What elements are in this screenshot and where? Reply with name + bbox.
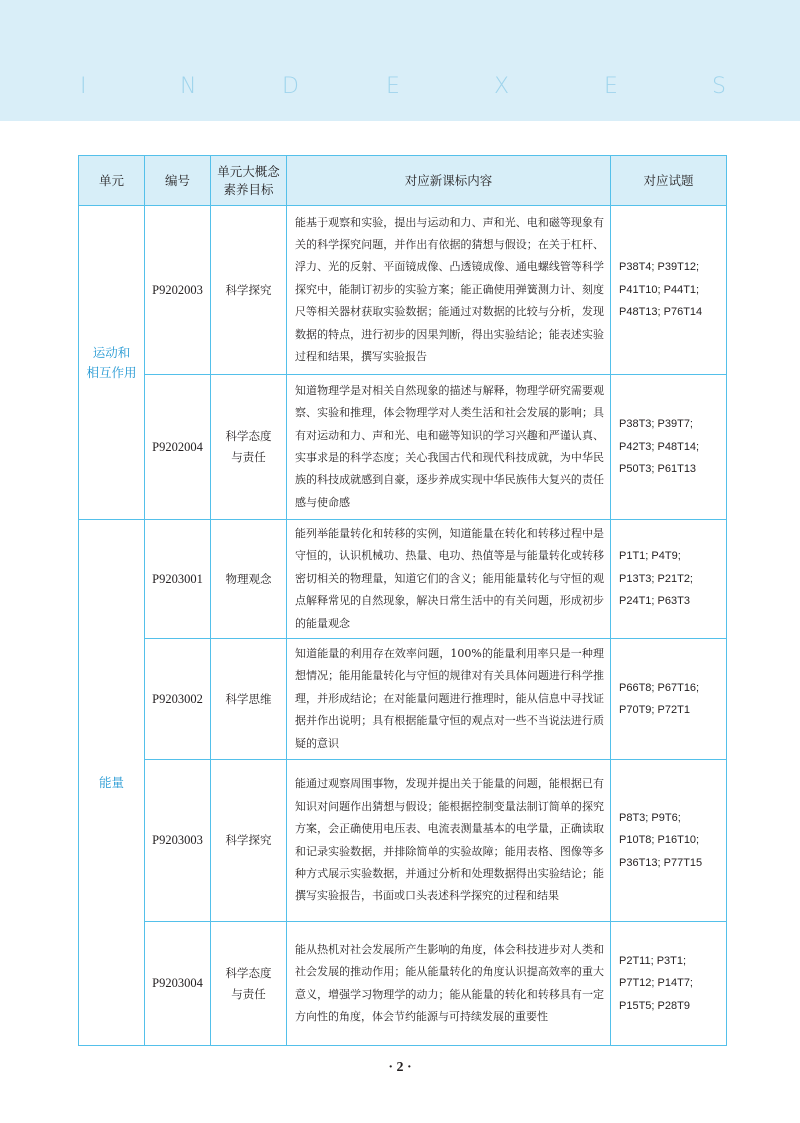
item-line: P7T12; P14T7; (619, 977, 693, 990)
item-line: P42T3; P48T14; (619, 440, 700, 453)
items-cell (611, 520, 727, 639)
content-cell: 知道物理学是对相关自然现象的描述与解释，物理学研究需要观察、实验和推理，体会物理学对人类生活和社会发展的影响；具有对运动和力、声和光、电和磁等知识的学习兴趣和严谨认真、实事求是的科学态度；关心我国古代和现代科技成就，为中华民族的科技成就感到自豪，逐步养成实现中华民族伟大复兴的责任感与使命感 (287, 375, 611, 520)
code-cell: P9203002 (145, 639, 211, 760)
unit-line2: 相互作用 (86, 364, 137, 380)
goal-line1: 科学思维 (225, 691, 272, 706)
indexes-watermark (0, 74, 800, 106)
header-code: 编号 (145, 156, 211, 206)
item-line: P38T3; P39T7; (619, 418, 693, 431)
goal-cell (211, 760, 287, 922)
goal-line1: 科学探究 (225, 833, 272, 848)
table-row (79, 922, 727, 1046)
goal-cell (211, 206, 287, 375)
item-line: P70T9; P72T1 (619, 704, 690, 717)
items-cell (611, 760, 727, 922)
goal-cell (211, 639, 287, 760)
goal-line1: 科学态度 (225, 429, 272, 443)
table-header-row (79, 156, 727, 206)
header-banner (0, 0, 800, 121)
item-line: P2T11; P3T1; (619, 954, 687, 967)
unit-line1: 能量 (98, 774, 124, 790)
code-cell: P9202003 (145, 206, 211, 375)
item-line: P24T1; P63T3 (619, 595, 690, 608)
goal-line1: 物理观念 (225, 571, 272, 586)
items-cell (611, 206, 727, 375)
content-cell: 能通过观察周围事物，发现并提出关于能量的问题，能根据已有知识对问题作出猜想与假设；能根据控制变量法制订简单的探究方案，会正确使用电压表、电流表测量基本的电学量，正确读取和记录实验数据，并排除简单的实验故障；能用表格、图像等多种方式展示实验数据，并通过分析和处理数据得出实验结论；能撰写实验报告，书面或口头表述科学探究的过程和结果 (287, 760, 611, 922)
header-content: 对应新课标内容 (287, 156, 611, 206)
table-row (79, 760, 727, 922)
item-line: P38T4; P39T12; (619, 261, 700, 274)
banner-letter: I (80, 74, 87, 99)
code-cell: P9203003 (145, 760, 211, 922)
goal-line2: 与责任 (231, 450, 266, 464)
items-cell (611, 639, 727, 760)
header-unit: 单元 (79, 156, 145, 206)
item-line: P1T1; P4T9; (619, 550, 681, 563)
table-row (79, 639, 727, 760)
unit-cell (79, 520, 145, 1046)
banner-letter: D (282, 74, 299, 99)
banner-letter: X (494, 74, 510, 99)
content-cell: 能列举能量转化和转移的实例，知道能量在转化和转移过程中是守恒的，认识机械功、热量、电功、热值等是与能量转化或转移密切相关的物理量，知道它们的含义；能用能量转化与守恒的观点解释常见的自然现象，解决日常生活中的有关问题，形成初步的能量观念 (287, 520, 611, 639)
item-line: P13T3; P21T2; (619, 572, 693, 585)
banner-letter: N (180, 74, 197, 99)
item-line: P50T3; P61T13 (619, 463, 697, 476)
page-number: · 2 · (388, 1060, 412, 1075)
item-line: P15T5; P28T9 (619, 999, 690, 1012)
header-items: 对应试题 (611, 156, 727, 206)
header-goal-line1: 单元大概念 (217, 163, 280, 179)
goal-line2: 与责任 (231, 986, 266, 1001)
banner-letter: E (604, 74, 618, 99)
unit-cell (79, 206, 145, 520)
item-line: P41T10; P44T1; (619, 283, 700, 296)
table-row (79, 206, 727, 375)
unit-line1: 运动和 (92, 344, 131, 360)
header-goal-line2: 素养目标 (223, 181, 274, 197)
item-line: P8T3; P9T6; (619, 811, 681, 824)
content-cell: 能从热机对社会发展所产生影响的角度，体会科技进步对人类和社会发展的推动作用；能从能量转化的角度认识提高效率的重大意义，增强学习物理学的动力；能从能量的转化和转移具有一定方向性的角度，体会节约能源与可持续发展的重要性 (287, 922, 611, 1046)
item-line: P10T8; P16T10; (619, 834, 700, 847)
code-cell: P9203004 (145, 922, 211, 1046)
content-cell: 能基于观察和实验，提出与运动和力、声和光、电和磁等现象有关的科学探究问题，并作出有依据的猜想与假设；在关于杠杆、浮力、光的反射、平面镜成像、凸透镜成像、通电螺线管等科学探究中，能制订初步的实验方案；能正确使用弹簧测力计、刻度尺等相关器材获取实验数据；能通过对数据的比较与分析，发现数据的特点，进行初步的因果判断，得出实验结论；能表述实验过程和结果，撰写实验报告 (287, 206, 611, 375)
item-line: P36T13; P77T15 (619, 856, 703, 869)
item-line: P66T8; P67T16; (619, 681, 700, 694)
goal-cell (211, 375, 287, 520)
table-row (79, 520, 727, 639)
banner-letter: S (712, 74, 726, 99)
goal-cell (211, 520, 287, 639)
items-cell (611, 375, 727, 520)
code-cell: P9203001 (145, 520, 211, 639)
items-cell (611, 922, 727, 1046)
table-row (79, 375, 727, 520)
goal-line1: 科学探究 (225, 282, 272, 297)
item-line: P48T13; P76T14 (619, 306, 703, 319)
index-table (78, 155, 727, 1046)
header-goal (211, 156, 287, 206)
code-cell: P9202004 (145, 375, 211, 520)
goal-cell (211, 922, 287, 1046)
banner-letter: E (386, 74, 400, 99)
content-cell: 知道能量的利用存在效率问题，100%的能量利用率只是一种理想情况；能用能量转化与守恒的规律对有关具体问题进行科学推理，并形成结论；在对能量问题进行推理时，能从信息中寻找证据并作出说明；具有根据能量守恒的观点对一些不当说法进行质疑的意识 (287, 639, 611, 760)
goal-line1: 科学态度 (225, 965, 272, 980)
